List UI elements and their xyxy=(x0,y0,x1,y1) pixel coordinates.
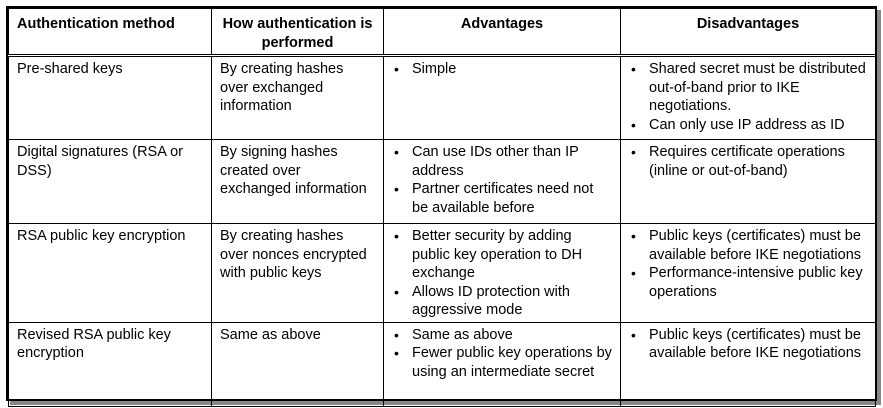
column-header-disadvantages: Disadvantages xyxy=(621,9,876,56)
method-cell: Digital signatures (RSA or DSS) xyxy=(9,140,212,224)
list-item: • Can only use IP address as ID xyxy=(629,116,867,135)
how-cell: By creating hashes over nonces encrypted with public keys xyxy=(212,224,384,323)
how-cell: By signing hashes created over exchanged information xyxy=(212,140,384,224)
list-item: • Simple xyxy=(392,60,612,79)
list-item: • Can use IDs other than IP address xyxy=(392,143,612,180)
table-row xyxy=(9,140,876,224)
table-row xyxy=(9,224,876,323)
how-cell: Same as above xyxy=(212,322,384,406)
how-cell: By creating hashes over exchanged information xyxy=(212,56,384,140)
advantages-cell xyxy=(384,56,621,140)
table-frame xyxy=(6,6,877,401)
advantages-cell xyxy=(384,322,621,406)
advantages-cell xyxy=(384,140,621,224)
list-item: • Partner certificates need not be available before xyxy=(392,180,612,217)
list-item: • Public keys (certificates) must be available before IKE negotiations xyxy=(629,227,867,264)
list-item: • Public keys (certificates) must be available before IKE negotiations xyxy=(629,326,867,363)
column-header-method: Authentication method xyxy=(9,9,212,56)
advantages-cell xyxy=(384,224,621,323)
list-item: • Fewer public key operations by using an intermediate secret xyxy=(392,344,612,381)
list-item: • Better security by adding public key operation to DH exchange xyxy=(392,227,612,283)
list-item: • Same as above xyxy=(392,326,612,345)
list-item: • Allows ID protection with aggressive mode xyxy=(392,283,612,320)
method-cell: Revised RSA public key encryption xyxy=(9,322,212,406)
authentication-methods-table xyxy=(8,8,876,407)
disadvantages-cell xyxy=(621,56,876,140)
method-cell: Pre-shared keys xyxy=(9,56,212,140)
disadvantages-cell xyxy=(621,140,876,224)
disadvantages-cell xyxy=(621,322,876,406)
list-item: • Requires certificate operations (inline or out-of-band) xyxy=(629,143,867,180)
table-row xyxy=(9,322,876,406)
column-header-advantages: Advantages xyxy=(384,9,621,56)
list-item: • Performance-intensive public key operations xyxy=(629,264,867,301)
table-header-row xyxy=(9,9,876,56)
method-cell: RSA public key encryption xyxy=(9,224,212,323)
table-row xyxy=(9,56,876,140)
list-item: • Shared secret must be distributed out-of-band prior to IKE negotiations. xyxy=(629,60,867,116)
disadvantages-cell xyxy=(621,224,876,323)
column-header-how: How authentication is performed xyxy=(212,9,384,56)
